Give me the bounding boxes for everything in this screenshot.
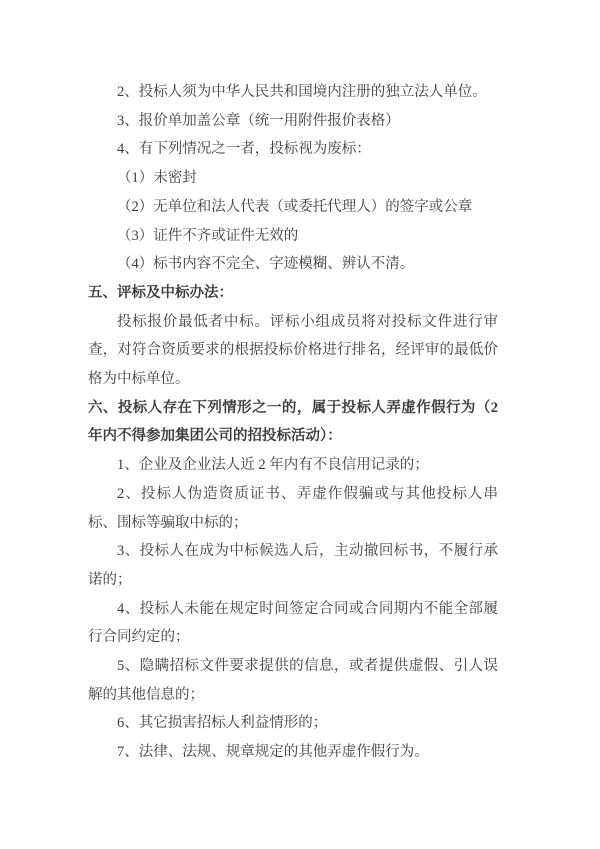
document-line: 6、其它损害招标人利益情形的； bbox=[117, 715, 328, 732]
document-line: 投标报价最低者中标。评标小组成员将对投标文件进行审查，对符合资质要求的根据投标价格进行排名，经评审的最低价格为中标单位。 bbox=[88, 313, 498, 388]
document-line: 3、投标人在成为中标候选人后，主动撤回标书，不履行承诺的； bbox=[88, 543, 498, 588]
section-heading: 六、投标人存在下列情形之一的，属于投标人弄虚作假行为（2年内不得参加集团公司的招投标活动）： bbox=[88, 399, 498, 445]
document-line: 5、隐瞒招标文件要求提供的信息，或者提供虚假、引人误解的其他信息的； bbox=[88, 658, 498, 703]
document-line: （2）无单位和法人代表（或委托代理人）的签字或公章 bbox=[117, 198, 473, 215]
document-line: 7、法律、法规、规章规定的其他弄虚作假行为。 bbox=[117, 744, 429, 761]
document-line: 2、投标人须为中华人民共和国境内注册的独立法人单位。 bbox=[117, 84, 487, 100]
section-heading: 五、评标及中标办法： bbox=[88, 284, 233, 301]
document-line: 4、有下列情况之一者，投标视为废标： bbox=[117, 141, 371, 158]
document-line: （4）标书内容不完全、字迹模糊、辨认不清。 bbox=[117, 256, 415, 273]
document-body bbox=[88, 78, 498, 767]
document-line: 2、投标人伪造资质证书、弄虚作假骗或与其他投标人串标、围标等骗取中标的； bbox=[88, 485, 498, 531]
document-line: 3、报价单加盖公章（统一用附件报价表格） bbox=[117, 112, 400, 129]
document-line: （3）证件不齐或证件无效的 bbox=[117, 227, 299, 244]
document-line: 1、企业及企业法人近 2 年内有不良信用记录的； bbox=[117, 457, 429, 474]
document-line: 4、投标人未能在规定时间签定合同或合同期内不能全部履行合同约定的； bbox=[88, 600, 498, 646]
document-line: （1）未密封 bbox=[117, 170, 197, 187]
